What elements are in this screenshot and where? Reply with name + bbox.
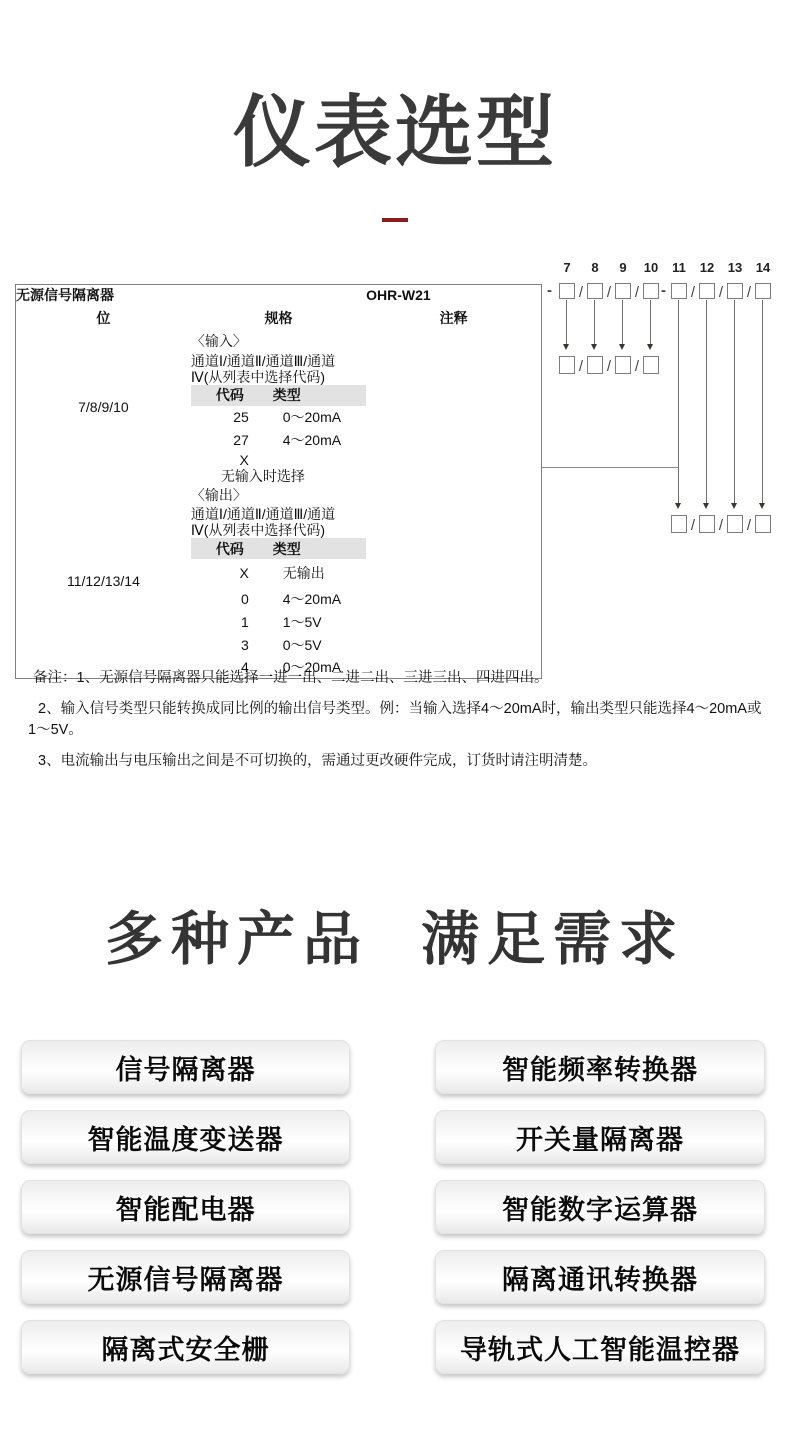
code-box (643, 356, 659, 374)
table-model-code: OHR-W21 (366, 287, 431, 304)
model-selection-table (15, 284, 542, 679)
table-product-name: 无源信号隔离器 (16, 287, 114, 304)
code-box (755, 515, 771, 533)
type-value: 0～20mA (282, 658, 342, 675)
down-arrow-line (650, 300, 651, 344)
digit-label: 10 (643, 260, 659, 275)
col-header-position: 位 (96, 309, 111, 326)
code-value: 25 (233, 409, 249, 426)
digit-label: 12 (699, 260, 715, 275)
product-button-comm-converter[interactable]: 隔离通讯转换器 (435, 1250, 765, 1304)
product-button-signal-isolator[interactable]: 信号隔离器 (21, 1040, 350, 1094)
product-button-distributor[interactable]: 智能配电器 (21, 1180, 350, 1234)
type-value: 1～5V (282, 613, 322, 630)
product-button-passive-isolator[interactable]: 无源信号隔离器 (21, 1250, 350, 1304)
down-arrow-line (762, 300, 763, 503)
slash-separator: / (718, 284, 724, 301)
slash-separator: / (606, 284, 612, 301)
input-code-row (191, 406, 366, 429)
down-arrow-line (622, 300, 623, 344)
col-header-note: 注释 (439, 309, 468, 326)
code-box (699, 283, 715, 299)
code-value: 27 (233, 432, 249, 449)
output-code-row (191, 587, 366, 610)
slash-separator: / (746, 284, 752, 301)
slash-separator: / (578, 358, 584, 375)
code-value: 3 (241, 636, 249, 653)
output-code-row (191, 633, 366, 656)
type-value: 无输出 (282, 565, 325, 582)
notes-block (28, 668, 764, 782)
slash-separator: / (690, 284, 696, 301)
down-arrow-line (594, 300, 595, 344)
input-positions: 7/8/9/10 (78, 399, 129, 416)
down-arrow-head-icon (731, 503, 737, 509)
code-box (727, 283, 743, 299)
digit-label: 13 (727, 260, 743, 275)
digit-label: 11 (672, 260, 686, 275)
slash-separator: / (690, 517, 696, 534)
code-box (671, 515, 687, 533)
code-box (559, 283, 575, 299)
product-button-switch-isolator[interactable]: 开关量隔离器 (435, 1110, 765, 1164)
digit-label: 7 (563, 260, 571, 275)
down-arrow-head-icon (591, 344, 597, 350)
down-arrow-head-icon (703, 503, 709, 509)
products-heading (0, 892, 790, 976)
product-button-column-left (21, 1040, 350, 1374)
type-value: 4～20mA (282, 432, 342, 449)
code-box (559, 356, 575, 374)
down-arrow-line (678, 300, 679, 503)
down-arrow-head-icon (759, 503, 765, 509)
code-value: 1 (241, 613, 249, 630)
input-code-row (191, 452, 366, 484)
code-box (587, 283, 603, 299)
down-arrow-line (566, 300, 567, 344)
product-button-frequency-converter[interactable]: 智能频率转换器 (435, 1040, 765, 1094)
product-button-safety-barrier[interactable]: 隔离式安全栅 (21, 1320, 350, 1374)
page-title: 仪表选型 (232, 88, 557, 176)
title-accent-dash (382, 218, 408, 222)
products-heading-left: 多种产品 (104, 907, 369, 972)
input-code-row (191, 429, 366, 452)
product-button-rail-temp-controller[interactable]: 导轨式人工智能温控器 (435, 1320, 765, 1374)
type-value: 4～20mA (282, 590, 342, 607)
output-channels: 通道Ⅰ/通道Ⅱ/通道Ⅲ/通道Ⅳ(从列表中选择代码) (190, 505, 336, 538)
output-code-header-code: 代码 (215, 540, 244, 557)
output-note-cell (366, 484, 541, 678)
output-code-header (191, 538, 366, 559)
output-code-row (191, 610, 366, 633)
code-box (615, 356, 631, 374)
output-section-title: 〈输出〉 (190, 486, 247, 503)
code-box (671, 283, 687, 299)
input-section-title: 〈输入〉 (190, 333, 247, 350)
type-value: 0～5V (282, 636, 322, 653)
output-code-header-type: 类型 (272, 540, 301, 557)
code-box (699, 515, 715, 533)
code-value: 0 (241, 590, 249, 607)
output-positions: 11/12/13/14 (66, 572, 140, 589)
code-value: X (239, 451, 249, 468)
product-button-column-right (435, 1040, 765, 1374)
output-section-connector-line (542, 467, 679, 468)
slash-separator: / (746, 517, 752, 534)
product-button-digital-calculator[interactable]: 智能数字运算器 (435, 1180, 765, 1234)
digit-label: 14 (755, 260, 771, 275)
type-value: 无输入时选择 (220, 467, 305, 484)
down-arrow-line (734, 300, 735, 503)
note-item: 备注：1、无源信号隔离器只能选择一进一出、二进二出、三进三出、四进四出。 (33, 670, 549, 686)
input-channels: 通道Ⅰ/通道Ⅱ/通道Ⅲ/通道Ⅳ(从列表中选择代码) (190, 352, 336, 385)
slash-separator: / (718, 517, 724, 534)
format-dash: - (547, 282, 552, 299)
slash-separator: / (606, 358, 612, 375)
products-heading-right: 满足需求 (421, 907, 686, 972)
code-box (587, 356, 603, 374)
down-arrow-line (706, 300, 707, 503)
note-item: 3、电流输出与电压输出之间是不可切换的，需通过更改硬件完成，订货时请注明清楚。 (38, 753, 598, 769)
format-dash: - (661, 282, 666, 299)
slash-separator: / (634, 358, 640, 375)
digit-label: 9 (619, 260, 627, 275)
code-box (727, 515, 743, 533)
down-arrow-head-icon (647, 344, 653, 350)
down-arrow-head-icon (619, 344, 625, 350)
input-code-header (191, 385, 366, 406)
code-value: 4 (241, 658, 249, 675)
note-item: 2、输入信号类型只能转换成同比例的输出信号类型。例：当输入选择4～20mA时，输出类型只能选择4～20mA或1～5V。 (28, 701, 762, 738)
input-code-header-code: 代码 (215, 387, 244, 404)
input-code-header-type: 类型 (272, 387, 301, 404)
col-header-spec: 规格 (264, 309, 293, 326)
slash-separator: / (578, 284, 584, 301)
code-box (643, 283, 659, 299)
slash-separator: / (634, 284, 640, 301)
digit-label: 8 (591, 260, 599, 275)
input-note-cell (366, 331, 541, 484)
output-code-row (191, 559, 366, 587)
type-value: 0～20mA (282, 409, 342, 426)
code-box (755, 283, 771, 299)
down-arrow-head-icon (675, 503, 681, 509)
code-value: X (239, 565, 249, 582)
down-arrow-head-icon (563, 344, 569, 350)
product-button-temp-transmitter[interactable]: 智能温度变送器 (21, 1110, 350, 1164)
code-box (615, 283, 631, 299)
